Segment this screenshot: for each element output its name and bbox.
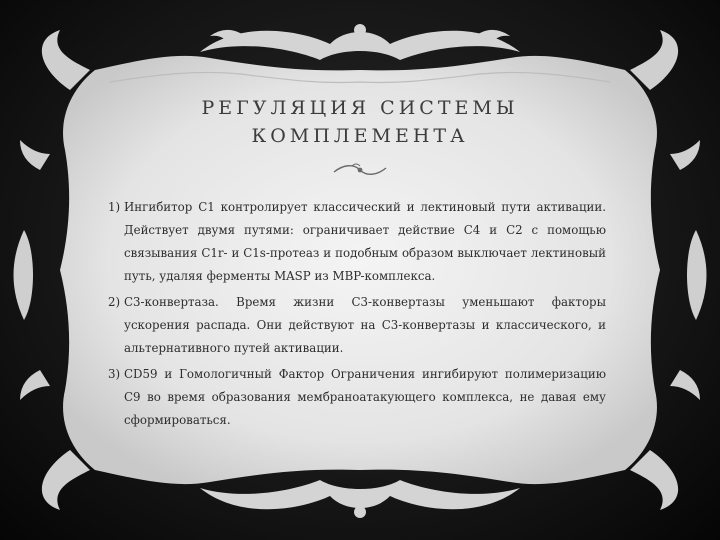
list-item-text: Ингибитор C1 контролирует классический и лектиновый пути активации. Действует двумя путями: ограничивает действие C4 и C2 с помощью связывания C1r- и C1s-протеаз и подобным образом выключает лектиновый путь, удаляя ферменты MASP из MBP-комплекса. — [124, 200, 606, 283]
title-line-1: РЕГУЛЯЦИЯ СИСТЕМЫ — [201, 97, 519, 119]
list-item-number: 3) — [108, 367, 121, 381]
list-item-text: CD59 и Гомологичный Фактор Ограничения ингибируют полимеризацию C9 во время образования мембраноатакующего комплекса, не давая ему сформироваться. — [124, 367, 606, 427]
list-item-text: C3-конвертаза. Время жизни C3-конвертазы уменьшают факторы ускорения распада. Они действуют на C3-конвертазы и классического, и альтернативного путей активации. — [124, 295, 606, 355]
list-item — [108, 196, 606, 288]
list-item-number: 1) — [108, 200, 121, 214]
content-list — [108, 196, 606, 435]
scroll-ornament-top — [200, 24, 520, 60]
list-item-number: 2) — [108, 295, 121, 309]
list-item — [108, 291, 606, 360]
flourish-divider-icon — [330, 160, 390, 180]
list-item — [108, 363, 606, 432]
slide-title — [120, 94, 600, 150]
scroll-ornament-bottom — [200, 480, 520, 518]
title-line-2: КОМПЛЕМЕНТА — [251, 125, 469, 147]
